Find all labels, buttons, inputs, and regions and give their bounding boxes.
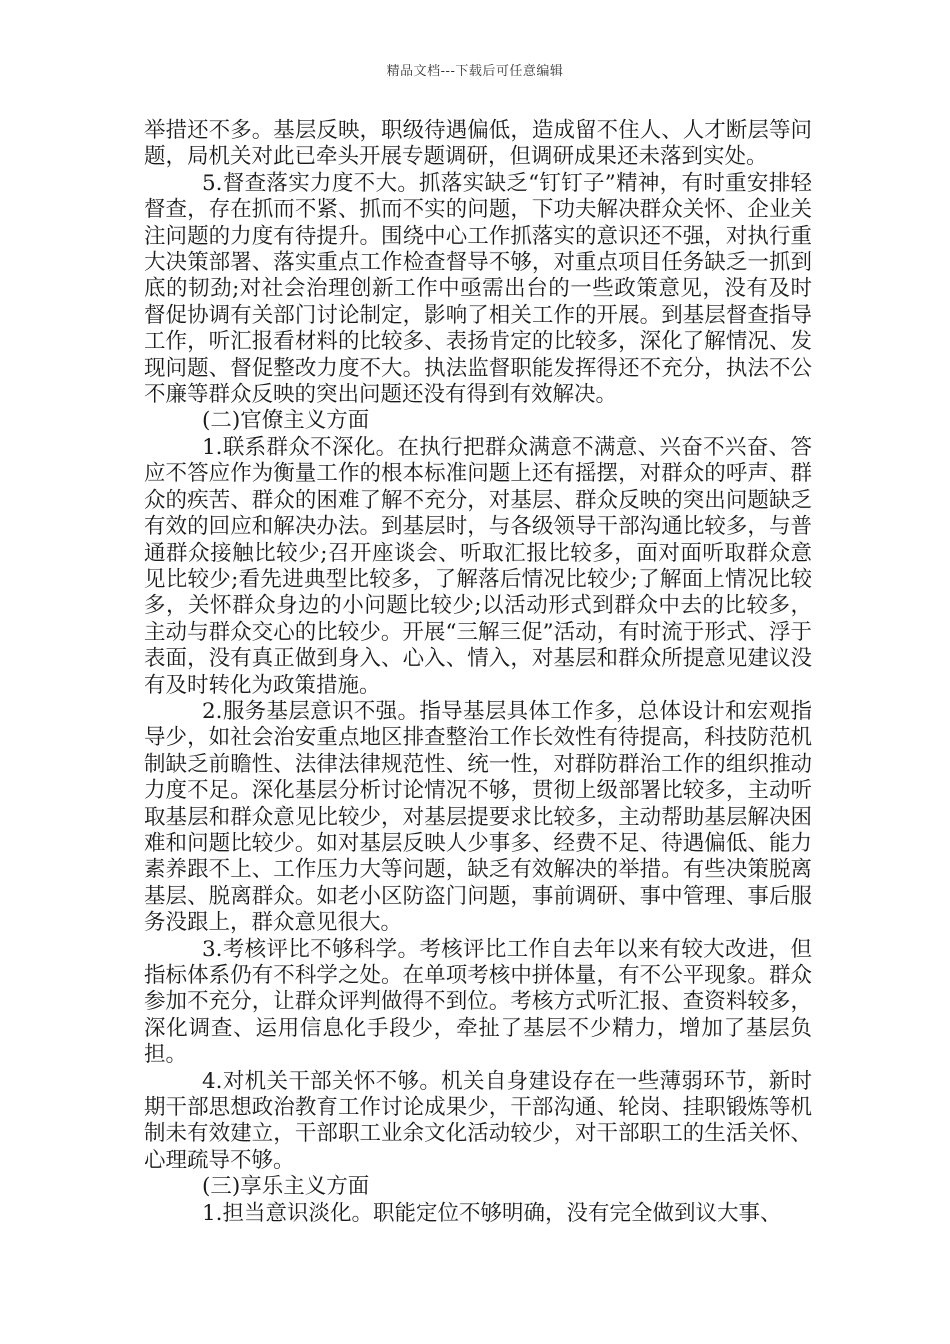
section-heading-bureaucracy: (二)官僚主义方面: [202, 408, 370, 434]
page-header: 精品文档---下载后可任意编辑: [386, 64, 564, 79]
paragraph-item-1-responsibility: 1.担当意识淡化。职能定位不够明确，没有完全做到议大事、: [202, 1200, 782, 1226]
paragraph-item-3-assessment: 3.考核评比不够科学。考核评比工作自去年以来有较大改进，但指标体系仍有不科学之处。在单项考核中拼体量，有不公平现象。群众参加不充分，让群众评判做得不到位。考核方式听汇报、查资料较多，深化调查、运用信息化手段少，牵扯了基层不少精力，增加了基层负担。: [144, 936, 812, 1068]
document-body: [144, 118, 812, 1227]
paragraph-item-5-supervision: 5.督查落实力度不大。抓落实缺乏“钉钉子”精神，有时重安排轻督查，存在抓而不紧、抓而不实的问题，下功夫解决群众关怀、企业关注问题的力度有待提升。围绕中心工作抓落实的意识还不强，对执行重大决策部署、落实重点工作检查督导不够，对重点项目任务缺乏一抓到底的韧劲;对社会治理创新工作中亟需出台的一些政策意见，没有及时督促协调有关部门讨论制定，影响了相关工作的开展。到基层督查指导工作，听汇报看材料的比较多、表扬肯定的比较多，深化了解情况、发现问题、督促整改力度不大。执法监督职能发挥得还不充分，执法不公不廉等群众反映的突出问题还没有得到有效解决。: [144, 170, 812, 408]
paragraph-item-1-contact-masses: 1.联系群众不深化。在执行把群众满意不满意、兴奋不兴奋、答应不答应作为衡量工作的根本标准问题上还有摇摆，对群众的呼声、群众的疾苦、群众的困难了解不充分，对基层、群众反映的突出问题缺乏有效的回应和解决办法。到基层时，与各级领导干部沟通比较多，与普通群众接触比较少;召开座谈会、听取汇报比较多，面对面听取群众意见比较少;看先进典型比较多，了解落后情况比较少;了解面上情况比较多，关怀群众身边的小问题比较少;以活动形式到群众中去的比较多，主动与群众交心的比较少。开展“三解三促”活动，有时流于形式、浮于表面，没有真正做到身入、心入、情入，对基层和群众所提意见建议没有及时转化为政策措施。: [144, 434, 812, 698]
paragraph-item-2-serve-grassroots: 2.服务基层意识不强。指导基层具体工作多，总体设计和宏观指导少，如社会治安重点地区排查整治工作长效性有待提高，科技防范机制缺乏前瞻性、法律法律规范性、统一性，对群防群治工作的组织推动力度不足。深化基层分析讨论情况不够，贯彻上级部署比较多，主动听取基层和群众意见比较少，对基层提要求比较多，主动帮助基层解决困难和问题比较少。如对基层反映人少事多、经费不足、待遇偏低、能力素养跟不上、工作压力大等问题，缺乏有效解决的举措。有些决策脱离基层、脱离群众。如老小区防盗门问题，事前调研、事中管理、事后服务没跟上，群众意见很大。: [144, 698, 812, 936]
paragraph-item-4-cadre-care: 4.对机关干部关怀不够。机关自身建设存在一些薄弱环节，新时期干部思想政治教育工作讨论成果少，干部沟通、轮岗、挂职锻炼等机制未有效建立，干部职工业余文化活动较少，对干部职工的生活关怀、心理疏导不够。: [144, 1068, 812, 1173]
paragraph-continuation: 举措还不多。基层反映，职级待遇偏低，造成留不住人、人才断层等问题，局机关对此已牵头开展专题调研，但调研成果还未落到实处。: [144, 118, 812, 170]
section-heading-hedonism: (三)享乐主义方面: [202, 1174, 370, 1200]
